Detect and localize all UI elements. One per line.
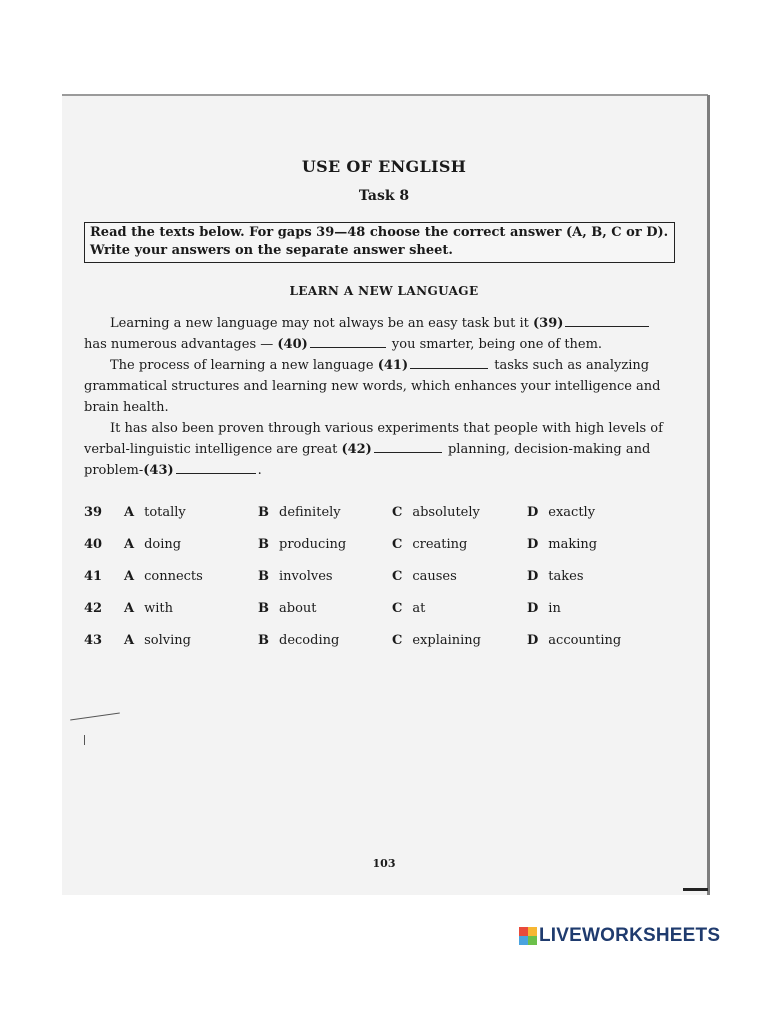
option-a[interactable]: A connects [124, 569, 203, 584]
question-number: 40 [84, 537, 103, 552]
paragraph-1-text-a: Learning a new language may not always be an easy task but it [110, 316, 533, 331]
paragraph-3-text-b: planning, decision-making and problem- [84, 442, 651, 478]
scan-top-edge [62, 94, 708, 96]
scanned-page [62, 95, 710, 895]
scan-bottom-mark [683, 888, 708, 891]
option-c[interactable]: C creating [392, 537, 468, 552]
option-a[interactable]: A with [124, 601, 173, 616]
logo-square-yellow [528, 927, 537, 936]
gap-42-blank[interactable] [374, 440, 442, 453]
gap-42-number: (42) [341, 442, 372, 457]
question-43 [84, 633, 684, 665]
gap-39-blank[interactable] [565, 314, 649, 327]
question-39 [84, 505, 684, 537]
paragraph-3 [84, 418, 666, 481]
option-a[interactable]: A totally [124, 505, 186, 520]
logo-square-red [519, 927, 528, 936]
question-number: 41 [84, 569, 103, 584]
text-title: LEARN A NEW LANGUAGE [289, 284, 479, 298]
question-number: 43 [84, 633, 103, 648]
question-41 [84, 569, 684, 601]
option-b[interactable]: B producing [258, 537, 347, 552]
paragraph-2-text-a: The process of learning a new language [110, 358, 378, 373]
gap-40-number: (40) [277, 337, 308, 352]
logo-square-green [528, 936, 537, 945]
option-a[interactable]: A doing [124, 537, 182, 552]
option-d[interactable]: D accounting [527, 633, 622, 648]
gap-39-number: (39) [533, 316, 564, 331]
option-b[interactable]: B definitely [258, 505, 341, 520]
option-b[interactable]: B involves [258, 569, 333, 584]
task-label: Task 8 [358, 188, 410, 204]
page-heading: USE OF ENGLISH [301, 157, 467, 176]
question-number: 39 [84, 505, 103, 520]
paragraph-3-text-c: . [257, 463, 262, 478]
option-d[interactable]: D takes [527, 569, 584, 584]
option-b[interactable]: B decoding [258, 633, 340, 648]
question-40 [84, 537, 684, 569]
gap-40-blank[interactable] [310, 335, 386, 348]
gap-41-number: (41) [377, 358, 409, 373]
option-a[interactable]: A solving [124, 633, 191, 648]
instructions-box: Read the texts below. For gaps 39—48 choose the correct answer (A, B, C or D). Write your answers on the separate answer sheet. [84, 222, 675, 263]
option-c[interactable]: C explaining [392, 633, 481, 648]
logo-text: LIVEWORKSHEETS [539, 925, 721, 946]
paragraph-1-text-c: you smarter, being one of them. [387, 337, 603, 352]
option-c[interactable]: C causes [392, 569, 457, 584]
question-number: 42 [84, 601, 103, 616]
gap-41-blank[interactable] [410, 356, 488, 369]
page-number: 103 [372, 857, 396, 870]
pen-mark [84, 735, 85, 745]
liveworksheets-logo[interactable] [519, 925, 720, 947]
option-d[interactable]: D exactly [527, 505, 596, 520]
answer-options [84, 505, 684, 665]
paragraph-1 [84, 313, 666, 355]
paragraph-2 [84, 355, 666, 418]
question-42 [84, 601, 684, 633]
option-c[interactable]: C absolutely [392, 505, 480, 520]
logo-square-blue [519, 936, 528, 945]
gap-43-blank[interactable] [176, 461, 256, 474]
paragraph-2-text-b: tasks such as analyzing grammatical structures and learning new words, which enhances your intelligence and brain health. [84, 358, 661, 415]
liveworksheets-logo-icon [519, 927, 537, 945]
option-d[interactable]: D in [527, 601, 561, 616]
option-d[interactable]: D making [527, 537, 598, 552]
option-c[interactable]: C at [392, 601, 426, 616]
scan-right-edge [707, 95, 710, 895]
option-b[interactable]: B about [258, 601, 317, 616]
paragraph-1-text-b: has numerous advantages — [84, 337, 278, 352]
paragraph-3-text-a: It has also been proven through various experiments that people with high levels of verbal-linguistic intelligence are great [84, 421, 663, 457]
gap-43-number: (43) [143, 463, 174, 478]
